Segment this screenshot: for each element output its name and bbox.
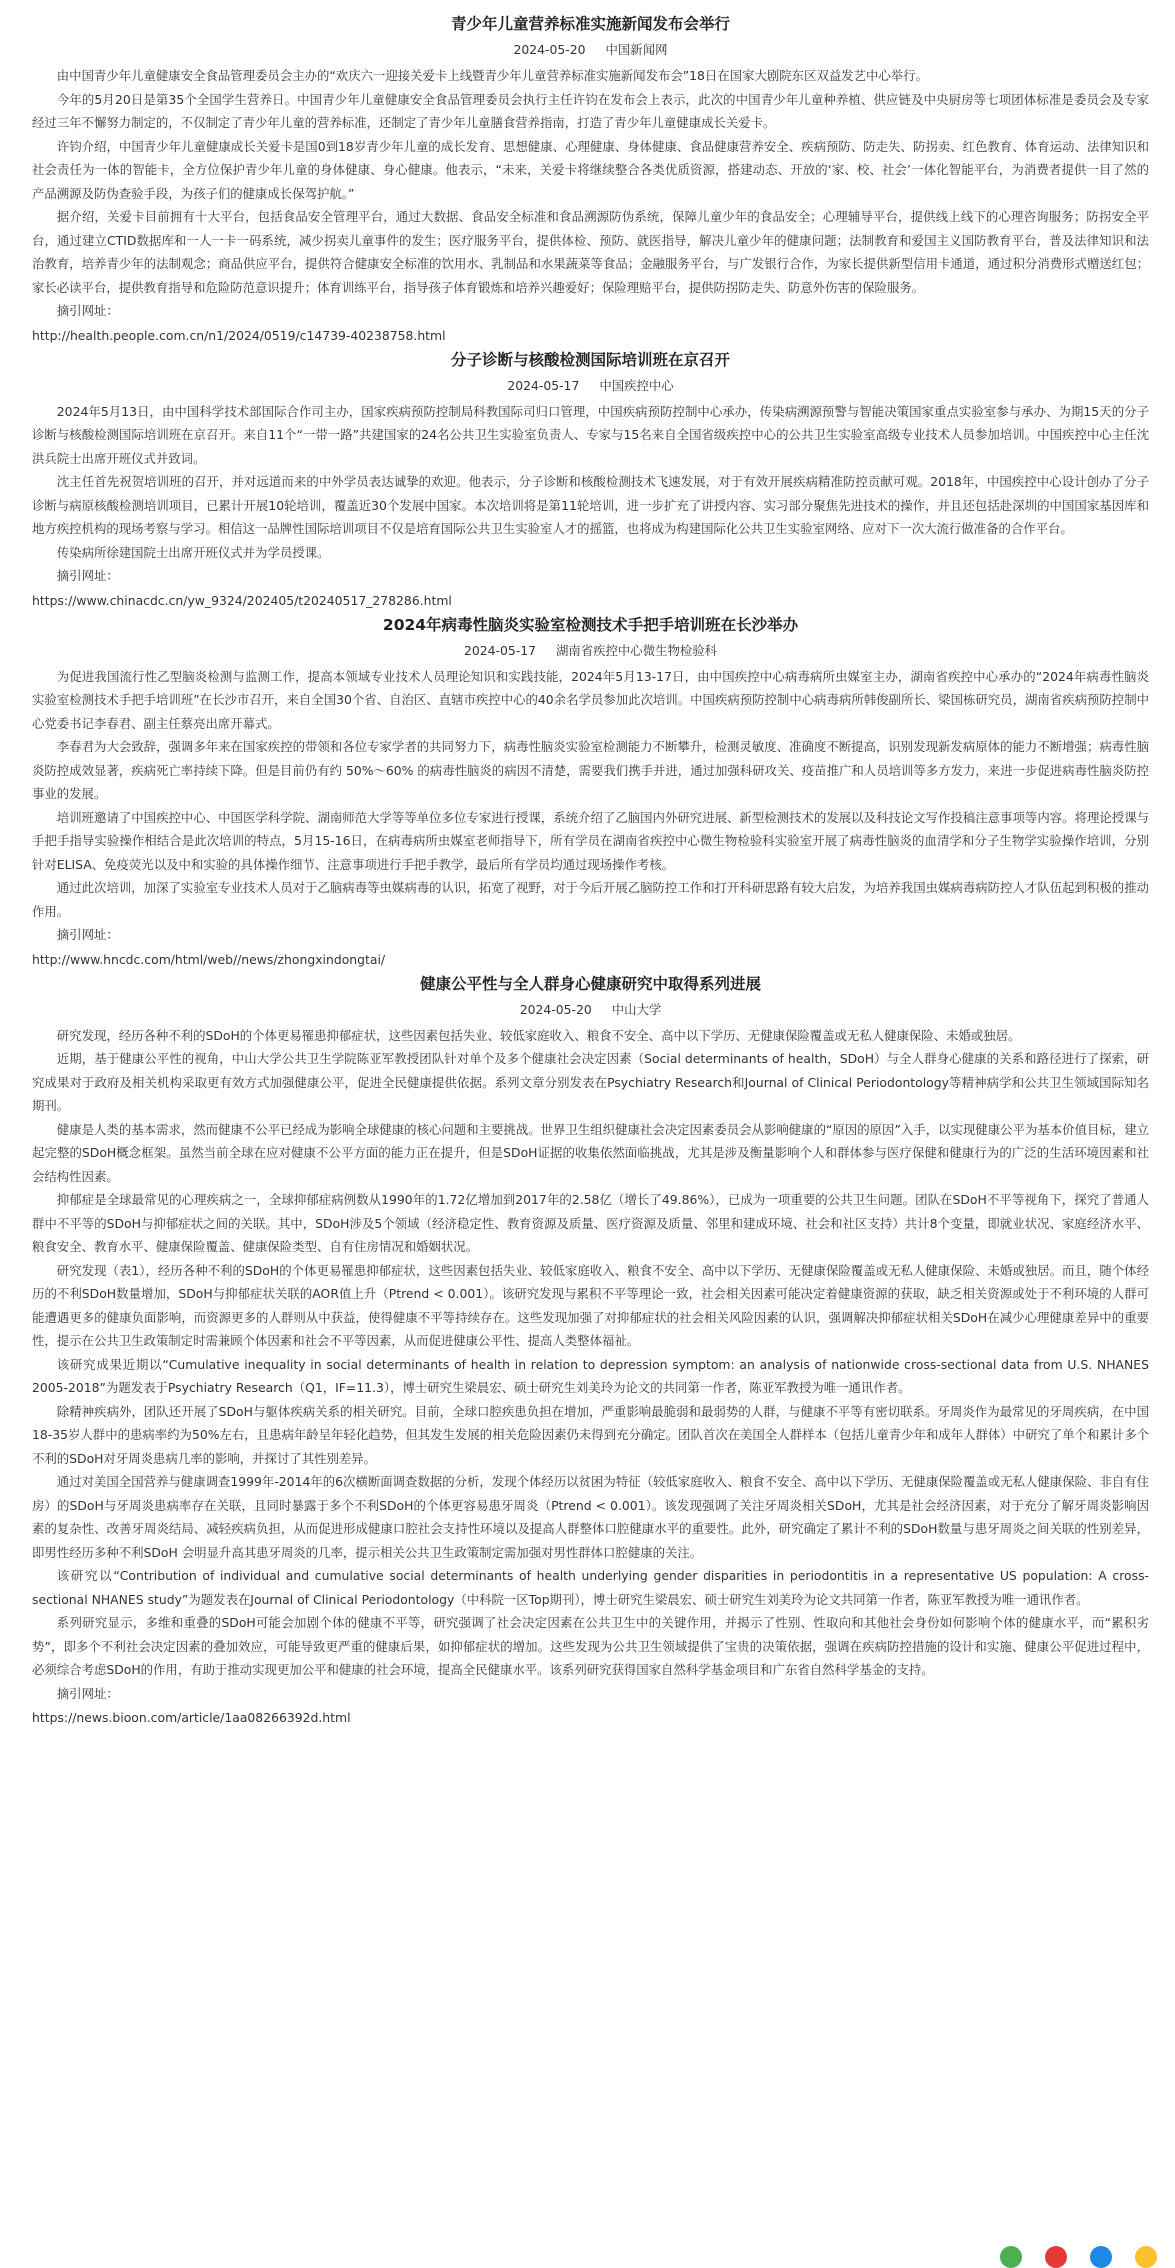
article-source: 中国新闻网	[605, 42, 668, 57]
source-link-label: 摘引网址：	[56, 927, 119, 942]
article-title: 健康公平性与全人群身心健康研究中取得系列进展	[419, 974, 761, 993]
article-title: 2024年病毒性脑炎实验室检测技术手把手培训班在长沙举办	[382, 615, 799, 634]
news-article-molecular-diagnosis	[0, 348, 1175, 613]
article-paragraph: 健康是人类的基本需求，然而健康不公平已经成为影响全球健康的核心问题和主要挑战。世界卫生组织健康社会决定因素委员会从影响健康的“原因的原因”入手，以实现健康公平为基本价值目标，建立起完整的SDoH概念框架。虽然当前全球在应对健康不公平方面的能力正在提升，但是SDoH证据的收集依然面临挑战，尤其是涉及衡量影响个人和群体参与医疗保健和健康行为的广泛的生活环境因素和社会结构性因素。	[32, 1121, 1149, 1184]
article-paragraph: 沈主任首先祝贺培训班的召开，并对远道而来的中外学员表达诚挚的欢迎。他表示，分子诊断和核酸检测技术飞速发展，对于有效开展疾病精准防控贡献可观。2018年，中国疾控中心设计创办了分子诊断与病原核酸检测培训项目，已累计开展10轮培训，覆盖近30个发展中国家。本次培训将是第11轮培训，进一步扩充了讲授内容、实习部分聚焦先进技术的操作，并且还包括赴深圳的中国国家基因库和地方疾控机构的现场考察与学习。相信这一品牌性国际培训项目不仅是培育国际公共卫生实验室人才的摇篮，也将成为构建国际化公共卫生实验室网络、应对下一次大流行做准备的合作平台。	[32, 474, 1149, 536]
source-link[interactable]: https://news.bioon.com/article/1aa08266392d.html	[32, 1710, 351, 1725]
article-date: 2024-05-20	[519, 1001, 592, 1017]
article-paragraph: 今年的5月20日是第35个全国学生营养日。中国青少年儿童健康安全食品管理委员会执行主任许钧在发布会上表示，此次的中国青少年儿童种养植、供应链及中央厨房等七项团体标准是委员会及专家经过三年不懈努力制定的，不仅制定了青少年儿童的营养标准，还制定了青少年儿童膳食营养指南，打造了青少年儿童健康成长关爱卡。	[32, 91, 1149, 130]
article-meta	[32, 997, 1149, 1022]
article-paragraph: 李春君为大会致辞，强调多年来在国家疾控的带领和各位专家学者的共同努力下，病毒性脑炎实验室检测能力不断攀升，检测灵敏度、准确度不断提高，识别发现新发病原体的能力不断增强；病毒性脑炎防控成效显著，疾病死亡率持续下降。但是目前仍有约 50%～60% 的病毒性脑炎的病因不清楚，需要我们携手并进，通过加强科研攻关、疫苗推广和人员培训等多方发力，来进一步促进病毒性脑炎防控事业的发展。	[32, 739, 1149, 801]
article-meta	[32, 638, 1149, 663]
article-paragraph: 近期，基于健康公平性的视角，中山大学公共卫生学院陈亚军教授团队针对单个及多个健康社会决定因素（Social determinants of health，SDoH）与全人群身心健康的关系和路径进行了探索，研究成果对于政府及相关机构采取更有效方式加强健康公平，促进全民健康提供依据。系列文章分别发表在Psychiatry Research和Journal of Clinical Periodontology等精神病学和公共卫生领域国际知名期刊。	[32, 1051, 1149, 1113]
article-date: 2024-05-17	[463, 642, 536, 658]
article-paragraph: 为促进我国流行性乙型脑炎检测与监测工作，提高本领域专业技术人员理论知识和实践技能，2024年5月13-17日，由中国疾控中心病毒病所虫媒室主办，湖南省疾控中心承办的“2024年病毒性脑炎实验室检测技术手把手培训班”在长沙市召开，来自全国30个省、自治区、直辖市疾控中心的40余名学员参加此次培训。中国疾病预防控制中心病毒病所韩俊副所长、梁国栋研究员，湖南省疾病预防控制中心党委书记李春君、副主任蔡亮出席开幕式。	[32, 668, 1149, 731]
article-paragraph: 抑郁症是全球最常见的心理疾病之一，全球抑郁症病例数从1990年的1.72亿增加到2017年的2.58亿（增长了49.86%），已成为一项重要的公共卫生问题。团队在SDoH不平等视角下，探究了普通人群中不平等的SDoH与抑郁症状之间的关联。其中，SDoH涉及5个领域（经济稳定性、教育资源及质量、医疗资源及质量、邻里和建成环境、社会和社区支持）共计8个变量，即就业状况、家庭经济水平、粮食安全、教育水平、健康保险覆盖、健康保险类型、自有住房情况和婚姻状况。	[32, 1192, 1149, 1254]
article-title: 分子诊断与核酸检测国际培训班在京召开	[450, 350, 730, 369]
article-paragraph: 通过对美国全国营养与健康调查1999年-2014年的6次横断面调查数据的分析，发现个体经历以贫困为特征（较低家庭收入、粮食不安全、高中以下学历、无健康保险覆盖或无私人健康保险、非自有住房）的SDoH与牙周炎患病率存在关联，且同时暴露于多个不利SDoH的个体更容易患牙周炎（Ptrend < 0.001）。该发现强调了关注牙周炎相关SDoH，尤其是社会经济因素，对于充分了解牙周炎影响因素的复杂性、改善牙周炎结局、减轻疾病负担，从而促进形成健康口腔社会支持性环境以及提高人群整体口腔健康水平的重要性。此外，研究确定了累计不利的SDoH数量与患牙周炎之间关联的性别差异，即男性经历多种不利SDoH 会明显升高其患牙周炎的几率，提示相关公共卫生政策制定需加强对男性群体口腔健康的关注。	[32, 1474, 1149, 1560]
blue-circle-icon[interactable]	[1090, 2246, 1112, 2268]
source-link-label: 摘引网址：	[56, 568, 119, 583]
article-paragraph: 由中国青少年儿童健康安全食品管理委员会主办的“欢庆六一迎接关爱卡上线暨青少年儿童营养标准实施新闻发布会”18日在国家大剧院东区双益发艺中心举行。	[56, 68, 928, 83]
article-paragraph: 2024年5月13日，由中国科学技术部国际合作司主办，国家疾病预防控制局科教国际司归口管理，中国疾病预防控制中心承办，传染病溯源预警与智能决策国家重点实验室参与承办、为期15天的分子诊断与核酸检测国际培训班在京召开。来自11个“一带一路”共建国家的24名公共卫生实验室负责人、专家与15名来自全国省级疾控中心的公共卫生实验室高级专业技术人员参加培训。中国疾控中心主任沈洪兵院士出席开班仪式并致词。	[32, 403, 1149, 466]
yellow-circle-icon[interactable]	[1135, 2246, 1157, 2268]
article-paragraph: 研究发现，经历各种不利的SDoH的个体更易罹患抑郁症状，这些因素包括失业、较低家庭收入、粮食不安全、高中以下学历、无健康保险覆盖或无私人健康保险、未婚或独居。	[56, 1027, 1021, 1043]
source-link-label: 摘引网址：	[56, 1685, 119, 1701]
article-meta	[32, 37, 1149, 62]
red-circle-icon[interactable]	[1045, 2246, 1067, 2268]
article-paragraph: 传染病所徐建国院士出席开班仪式并为学员授课。	[56, 544, 330, 560]
article-date: 2024-05-17	[507, 377, 580, 393]
article-paragraph: 培训班邀请了中国疾控中心、中国医学科学院、湖南师范大学等等单位多位专家进行授课，系统介绍了乙脑国内外研究进展、新型检测技术的发展以及科技论文写作投稿注意事项等内容。将理论授课与手把手指导实验操作相结合是此次培训的特点，5月15-16日，在病毒病所虫媒室老师指导下，所有学员在湖南省疾控中心微生物检验科实验室开展了病毒性脑炎的血清学和分子生物学实验操作培训，分别针对ELISA、免疫荧光以及中和实验的具体操作细节、注意事项进行手把手教学，最后所有学员均通过现场操作考核。	[32, 809, 1149, 872]
article-meta	[32, 373, 1149, 398]
source-link[interactable]: http://health.people.com.cn/n1/2024/0519/c14739-40238758.html	[32, 327, 446, 343]
source-link-label: 摘引网址：	[56, 303, 119, 318]
article-date: 2024-05-20	[513, 42, 586, 57]
article-title: 青少年儿童营养标准实施新闻发布会举行	[450, 15, 730, 33]
news-article-nutrition-standard	[0, 12, 1175, 348]
article-paragraph: 该研究成果近期以“Cumulative inequality in social determinants of health in relation to depression symptom: an analysis of nationwide cross-sectional data from U.S. NHANES 2005-2018”为题发表于Psychiatry Research（Q1，IF=11.3），博士研究生梁晨宏、硕士研究生刘美玲为论文的共同第一作者，陈亚军教授为唯一通讯作者。	[32, 1356, 1149, 1395]
article-paragraph: 该研究以“Contribution of individual and cumulative social determinants of health underlying gender disparities in periodontitis in a representative US population: A cross-sectional NHANES study”为题发表在Journal of Clinical Periodontology（中科院一区Top期刊），博士研究生梁晨宏、硕士研究生刘美玲为论文共同第一作者，陈亚军教授为唯一通讯作者。	[32, 1568, 1150, 1607]
article-source: 中国疾控中心	[599, 377, 674, 393]
article-paragraph: 通过此次培训，加深了实验室专业技术人员对于乙脑病毒等虫媒病毒的认识，拓宽了视野，对于今后开展乙脑防控工作和打开科研思路有较大启发，为培养我国虫媒病毒病防控人才队伍起到积极的推动作用。	[32, 880, 1149, 919]
article-paragraph: 许钧介绍，中国青少年儿童健康成长关爱卡是国0到18岁青少年儿童的成长发育、思想健康、心理健康、身体健康、食品健康营养安全、疾病预防、防走失、防拐卖、红色教育、体育运动、法律知识和社会责任为一体的智能卡，全方位保护青少年儿童的身体健康、身心健康。他表示，“未来，关爱卡将继续整合各类优质资源，搭建动态、开放的‘家、校、社会’一体化智能平台，为消费者提供一目了然的产品溯源及防伪查验手段，为孩子们的健康成长保驾护航。”	[32, 138, 1149, 201]
article-paragraph: 除精神疾病外，团队还开展了SDoH与躯体疾病关系的相关研究。目前，全球口腔疾患负担在增加，严重影响最脆弱和最弱势的人群，与健康不平等有密切联系。牙周炎作为最常见的牙周疾病，在中国18-35岁人群中的患病率约为50%左右，且患病年龄呈年轻化趋势，但其发生发展的相关危险因素仍未得到充分确定。团队首次在美国全人群样本（包括儿童青少年和成年人群体）中研究了单个和累计多个不利的SDoH对牙周炎患病几率的影响，并探讨了其性别差异。	[32, 1403, 1149, 1466]
floating-widget-bar	[1000, 2246, 1175, 2256]
article-paragraph: 据介绍，关爱卡目前拥有十大平台，包括食品安全管理平台，通过大数据、食品安全标准和食品溯源防伪系统，保障儿童少年的食品安全；心理辅导平台，提供线上线下的心理咨询服务；防拐安全平台，通过建立CTID数据库和一人一卡一码系统，减少拐卖儿童事件的发生；医疗服务平台，提供体检、预防、就医指导，解决儿童少年的健康问题；法制教育和爱国主义国防教育平台，普及法律知识和法治教育，培养青少年的法制观念；商品供应平台，提供符合健康安全标准的饮用水、乳制品和水果蔬菜等食品；金融服务平台，与广发银行合作，为家长提供新型信用卡通道，通过积分消费形式赠送红包；家长必读平台，提供教育指导和危险防范意识提升；体育训练平台，指导孩子体育锻炼和培养兴趣爱好；保险理赔平台，提供防拐防走失、防意外伤害的保险服务。	[32, 209, 1149, 295]
article-paragraph: 系列研究显示，多维和重叠的SDoH可能会加剧个体的健康不平等，研究强调了社会决定因素在公共卫生中的关键作用，并揭示了性别、性取向和其他社会身份如何影响个体的健康水平，而“累积劣势”，即多个不利社会决定因素的叠加效应，可能导致更严重的健康后果，如抑郁症状的增加。这些发现为公共卫生领域提供了宝贵的决策依据，强调在疾病防控措施的设计和实施、健康公平促进过程中，必须综合考虑SDoH的作用，有助于推动实现更加公平和健康的社会环境，提高全民健康水平。该系列研究获得国家自然科学基金项目和广东省自然科学基金的支持。	[32, 1615, 1149, 1677]
source-link[interactable]: https://www.chinacdc.cn/yw_9324/202405/t20240517_278286.html	[32, 592, 452, 608]
green-circle-icon[interactable]	[1000, 2246, 1022, 2268]
article-source: 中山大学	[611, 1001, 662, 1017]
news-article-health-equity	[0, 972, 1175, 1731]
article-paragraph: 研究发现（表1），经历各种不利的SDoH的个体更易罹患抑郁症状，这些因素包括失业、较低家庭收入、粮食不安全、高中以下学历、无健康保险覆盖或无私人健康保险、未婚或独居。而且，随个体经历的不利SDoH数量增加，SDoH与抑郁症状关联的AOR值上升（Ptrend < 0.001）。该研究发现与累积不平等理论一致，社会相关因素可能决定着健康资源的获取，缺乏相关资源或处于不利环境的人群可能遭遇更多的健康负面影响，而资源更多的人群则从中获益，使得健康不平等持续存在。这些发现加强了对抑郁症状的社会相关风险因素的认识，强调解决抑郁症状相关SDoH在减少心理健康差异中的重要性，提示在公共卫生政策制定时需兼顾个体因素和社会不平等因素，从而促进健康公平性、提高人类整体福祉。	[32, 1262, 1149, 1348]
article-source: 湖南省疾控中心微生物检验科	[555, 642, 718, 658]
source-link[interactable]: http://www.hncdc.com/html/web//news/zhongxindongtai/	[32, 951, 386, 967]
news-article-encephalitis-training	[0, 613, 1175, 972]
